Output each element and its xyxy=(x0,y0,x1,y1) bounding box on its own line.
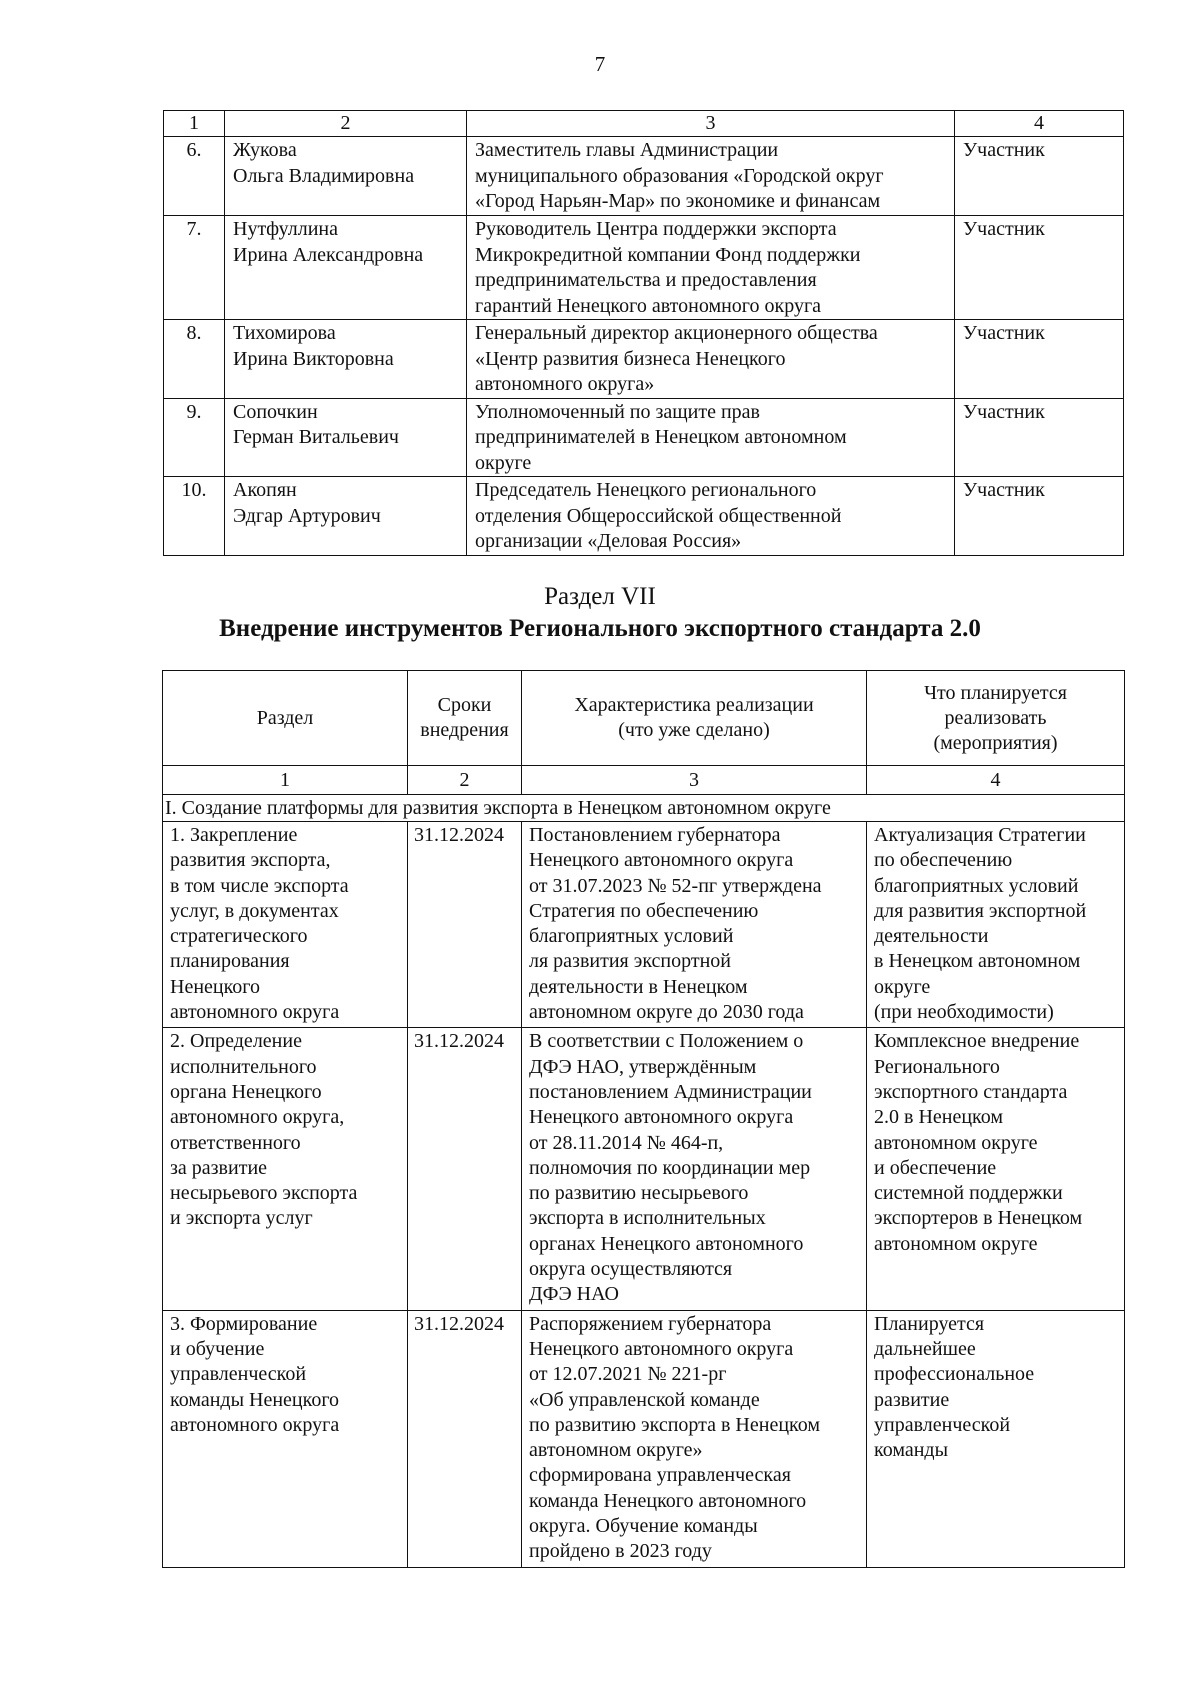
name-line: Нутфуллина xyxy=(233,218,339,240)
table-row xyxy=(163,1028,1125,1310)
col-number-1: 1 xyxy=(163,766,408,795)
text-line: Стратегия по обеспечению xyxy=(529,899,759,922)
text-line: округа. Обучение команды xyxy=(529,1515,758,1538)
planned-cell xyxy=(867,822,1125,1028)
deadline-cell: 31.12.2024 xyxy=(408,1028,522,1310)
position-line: Председатель Ненецкого регионального xyxy=(475,479,817,501)
table-row xyxy=(164,216,1124,320)
text-line: автономного округа, xyxy=(170,1106,345,1129)
text-line: Ненецкого автономного округа xyxy=(529,849,794,872)
text-line: системной поддержки xyxy=(874,1182,1063,1205)
planned-cell xyxy=(867,1310,1125,1567)
name-line: Сопочкин xyxy=(233,400,318,423)
text-line: по развитию экспорта в Ненецком xyxy=(529,1413,821,1436)
text-line: несырьевого экспорта xyxy=(170,1182,358,1205)
header-line: Сроки xyxy=(437,694,492,716)
text-line: в Ненецком автономном xyxy=(874,950,1081,973)
text-line: Ненецкого автономного округа xyxy=(529,1106,794,1129)
col-number-3: 3 xyxy=(467,111,955,137)
text-line: (при необходимости) xyxy=(874,1001,1054,1024)
position-line: муниципального образования «Городской округ xyxy=(475,164,884,187)
text-line: округа осуществляются xyxy=(529,1258,733,1281)
text-line: деятельности в Ненецком xyxy=(529,975,748,998)
text-line: исполнительного xyxy=(170,1055,317,1078)
export-standard-table xyxy=(162,670,1125,1568)
text-line: органа Ненецкого xyxy=(170,1080,322,1103)
member-name xyxy=(225,137,467,216)
table-row xyxy=(164,398,1124,477)
text-line: и экспорта услуг xyxy=(170,1207,313,1230)
text-line: экспортного стандарта xyxy=(874,1080,1068,1103)
header-line: внедрения xyxy=(420,719,509,741)
text-line: автономного округа xyxy=(170,1001,340,1024)
text-line: пройдено в 2023 году xyxy=(529,1540,712,1563)
header-section xyxy=(163,671,408,766)
section-cell xyxy=(163,1028,408,1310)
member-position xyxy=(467,137,955,216)
position-line: «Центр развития бизнеса Ненецкого xyxy=(475,347,786,370)
members-table xyxy=(163,110,1124,556)
col-number-3: 3 xyxy=(522,766,867,795)
text-line: автономном округе» xyxy=(529,1439,703,1462)
position-line: автономного округа» xyxy=(475,373,655,395)
member-position xyxy=(467,216,955,320)
page-number: 7 xyxy=(594,52,606,76)
member-name xyxy=(225,216,467,320)
row-number: 10. xyxy=(164,477,225,556)
section-label: Раздел VII xyxy=(544,583,656,610)
implementation-cell xyxy=(522,822,867,1028)
table-row xyxy=(163,1310,1125,1567)
col-number-2: 2 xyxy=(408,766,522,795)
header-planned xyxy=(867,671,1125,766)
text-line: Ненецкого xyxy=(170,975,261,998)
table-row xyxy=(164,137,1124,216)
text-line: сформирована управленческая xyxy=(529,1464,791,1487)
text-line: 2. Определение xyxy=(170,1030,302,1053)
col-number-2: 2 xyxy=(225,111,467,137)
text-line: Распоряжением губернатора xyxy=(529,1312,772,1335)
table-row xyxy=(164,477,1124,556)
position-line: организации «Деловая Россия» xyxy=(475,530,742,552)
text-line: постановлением Администрации xyxy=(529,1080,812,1103)
text-line: округе xyxy=(874,975,931,998)
position-line: Заместитель главы Администрации xyxy=(475,139,779,161)
table-row xyxy=(164,320,1124,399)
text-line: для развития экспортной xyxy=(874,899,1087,922)
header-line: Что планируется xyxy=(924,681,1067,704)
text-line: и обучение xyxy=(170,1337,265,1360)
text-line: дальнейшее xyxy=(874,1337,976,1360)
row-number: 7. xyxy=(164,216,225,320)
text-line: планирования xyxy=(170,950,290,973)
text-line: профессиональное xyxy=(874,1363,1035,1386)
member-role: Участник xyxy=(955,216,1124,320)
text-line: «Об управленской команде xyxy=(529,1388,760,1411)
text-line: команды Ненецкого xyxy=(170,1388,340,1411)
text-line: ДФЭ НАО, утверждённым xyxy=(529,1055,757,1078)
text-line: Комплексное внедрение xyxy=(874,1030,1080,1053)
text-line: от 31.07.2023 № 52-пг утверждена xyxy=(529,874,822,897)
deadline-cell: 31.12.2024 xyxy=(408,822,522,1028)
position-line: отделения Общероссийской общественной xyxy=(475,504,842,527)
text-line: автономном округе до 2030 года xyxy=(529,1001,804,1024)
member-name xyxy=(225,320,467,399)
header-line: (что уже сделано) xyxy=(618,719,770,741)
text-line: команда Ненецкого автономного xyxy=(529,1489,807,1512)
text-line: в том числе экспорта xyxy=(170,874,349,897)
section-title: Внедрение инструментов Регионального экспортного стандарта 2.0 xyxy=(219,615,981,642)
text-line: В соответствии с Положением о xyxy=(529,1030,804,1053)
name-line: Тихомирова xyxy=(233,322,336,344)
text-line: благоприятных условий xyxy=(529,925,734,948)
member-role: Участник xyxy=(955,137,1124,216)
member-position xyxy=(467,398,955,477)
position-line: Руководитель Центра поддержки экспорта xyxy=(475,218,837,240)
group-title: I. Создание платформы для развития экспорта в Ненецком автономном округе xyxy=(163,795,1125,822)
text-line: за развитие xyxy=(170,1156,268,1179)
position-line: Микрокредитной компании Фонд поддержки xyxy=(475,243,861,266)
text-line: органах Ненецкого автономного xyxy=(529,1232,804,1255)
name-line: Герман Витальевич xyxy=(233,426,399,448)
header-deadline xyxy=(408,671,522,766)
member-name xyxy=(225,477,467,556)
group-row xyxy=(163,795,1125,822)
text-line: 3. Формирование xyxy=(170,1312,318,1335)
deadline-cell: 31.12.2024 xyxy=(408,1310,522,1567)
member-role: Участник xyxy=(955,320,1124,399)
name-line: Акопян xyxy=(233,479,297,501)
text-line: Регионального xyxy=(874,1055,1000,1078)
name-line: Ирина Александровна xyxy=(233,243,424,266)
text-line: развитие xyxy=(874,1388,950,1411)
row-number: 6. xyxy=(164,137,225,216)
table-header-row xyxy=(163,671,1125,766)
text-line: и обеспечение xyxy=(874,1156,997,1179)
header-implementation xyxy=(522,671,867,766)
text-line: управленческой xyxy=(170,1363,307,1386)
position-line: Уполномоченный по защите прав xyxy=(475,400,760,423)
text-line: 1. Закрепление xyxy=(170,824,298,846)
text-line: деятельности xyxy=(874,925,989,948)
column-numbers-row xyxy=(163,766,1125,795)
text-line: Актуализация Стратегии xyxy=(874,824,1086,846)
text-line: Планируется xyxy=(874,1312,985,1335)
text-line: экспортеров в Ненецком xyxy=(874,1207,1083,1230)
text-line: благоприятных условий xyxy=(874,874,1079,897)
position-line: предпринимательства и предоставления xyxy=(475,269,817,291)
text-line: от 12.07.2021 № 221-рг xyxy=(529,1363,727,1386)
header-line: Характеристика реализации xyxy=(574,694,814,716)
member-position xyxy=(467,477,955,556)
text-line: ДФЭ НАО xyxy=(529,1283,619,1306)
row-number: 9. xyxy=(164,398,225,477)
text-line: по обеспечению xyxy=(874,849,1013,872)
implementation-cell xyxy=(522,1028,867,1310)
header-line: Раздел xyxy=(256,706,314,729)
header-line: (мероприятия) xyxy=(933,731,1058,754)
text-line: полномочия по координации мер xyxy=(529,1156,811,1179)
text-line: автономном округе xyxy=(874,1232,1038,1255)
header-line: реализовать xyxy=(944,706,1047,729)
text-line: по развитию несырьевого xyxy=(529,1182,749,1205)
text-line: экспорта в исполнительных xyxy=(529,1207,766,1230)
text-line: стратегического xyxy=(170,925,308,948)
member-position xyxy=(467,320,955,399)
text-line: автономного округа xyxy=(170,1413,340,1436)
name-line: Эдгар Артурович xyxy=(233,504,381,527)
text-line: развития экспорта, xyxy=(170,849,331,872)
planned-cell xyxy=(867,1028,1125,1310)
section-cell xyxy=(163,1310,408,1567)
section-cell xyxy=(163,822,408,1028)
text-line: ответственного xyxy=(170,1131,301,1154)
row-number: 8. xyxy=(164,320,225,399)
text-line: от 28.11.2014 № 464-п, xyxy=(529,1131,724,1154)
col-number-4: 4 xyxy=(867,766,1125,795)
position-line: Генеральный директор акционерного общества xyxy=(475,322,878,344)
text-line: ля развития экспортной xyxy=(529,950,732,973)
text-line: 2.0 в Ненецком xyxy=(874,1106,1004,1129)
position-line: «Город Нарьян-Мар» по экономике и финансам xyxy=(475,190,881,212)
position-line: округе xyxy=(475,451,532,474)
text-line: услуг, в документах xyxy=(170,899,339,922)
col-number-4: 4 xyxy=(955,111,1124,137)
text-line: автономном округе xyxy=(874,1131,1038,1154)
position-line: предпринимателей в Ненецком автономном xyxy=(475,426,847,448)
implementation-cell xyxy=(522,1310,867,1567)
member-role: Участник xyxy=(955,398,1124,477)
text-line: Ненецкого автономного округа xyxy=(529,1337,794,1360)
table-row xyxy=(163,822,1125,1028)
table-header-row xyxy=(164,111,1124,137)
col-number-1: 1 xyxy=(164,111,225,137)
position-line: гарантий Ненецкого автономного округа xyxy=(475,294,822,317)
text-line: команды xyxy=(874,1439,949,1462)
name-line: Ирина Викторовна xyxy=(233,347,394,370)
name-line: Ольга Владимировна xyxy=(233,164,415,187)
text-line: Постановлением губернатора xyxy=(529,824,781,846)
member-name xyxy=(225,398,467,477)
member-role: Участник xyxy=(955,477,1124,556)
text-line: управленческой xyxy=(874,1413,1011,1436)
name-line: Жукова xyxy=(233,139,297,161)
